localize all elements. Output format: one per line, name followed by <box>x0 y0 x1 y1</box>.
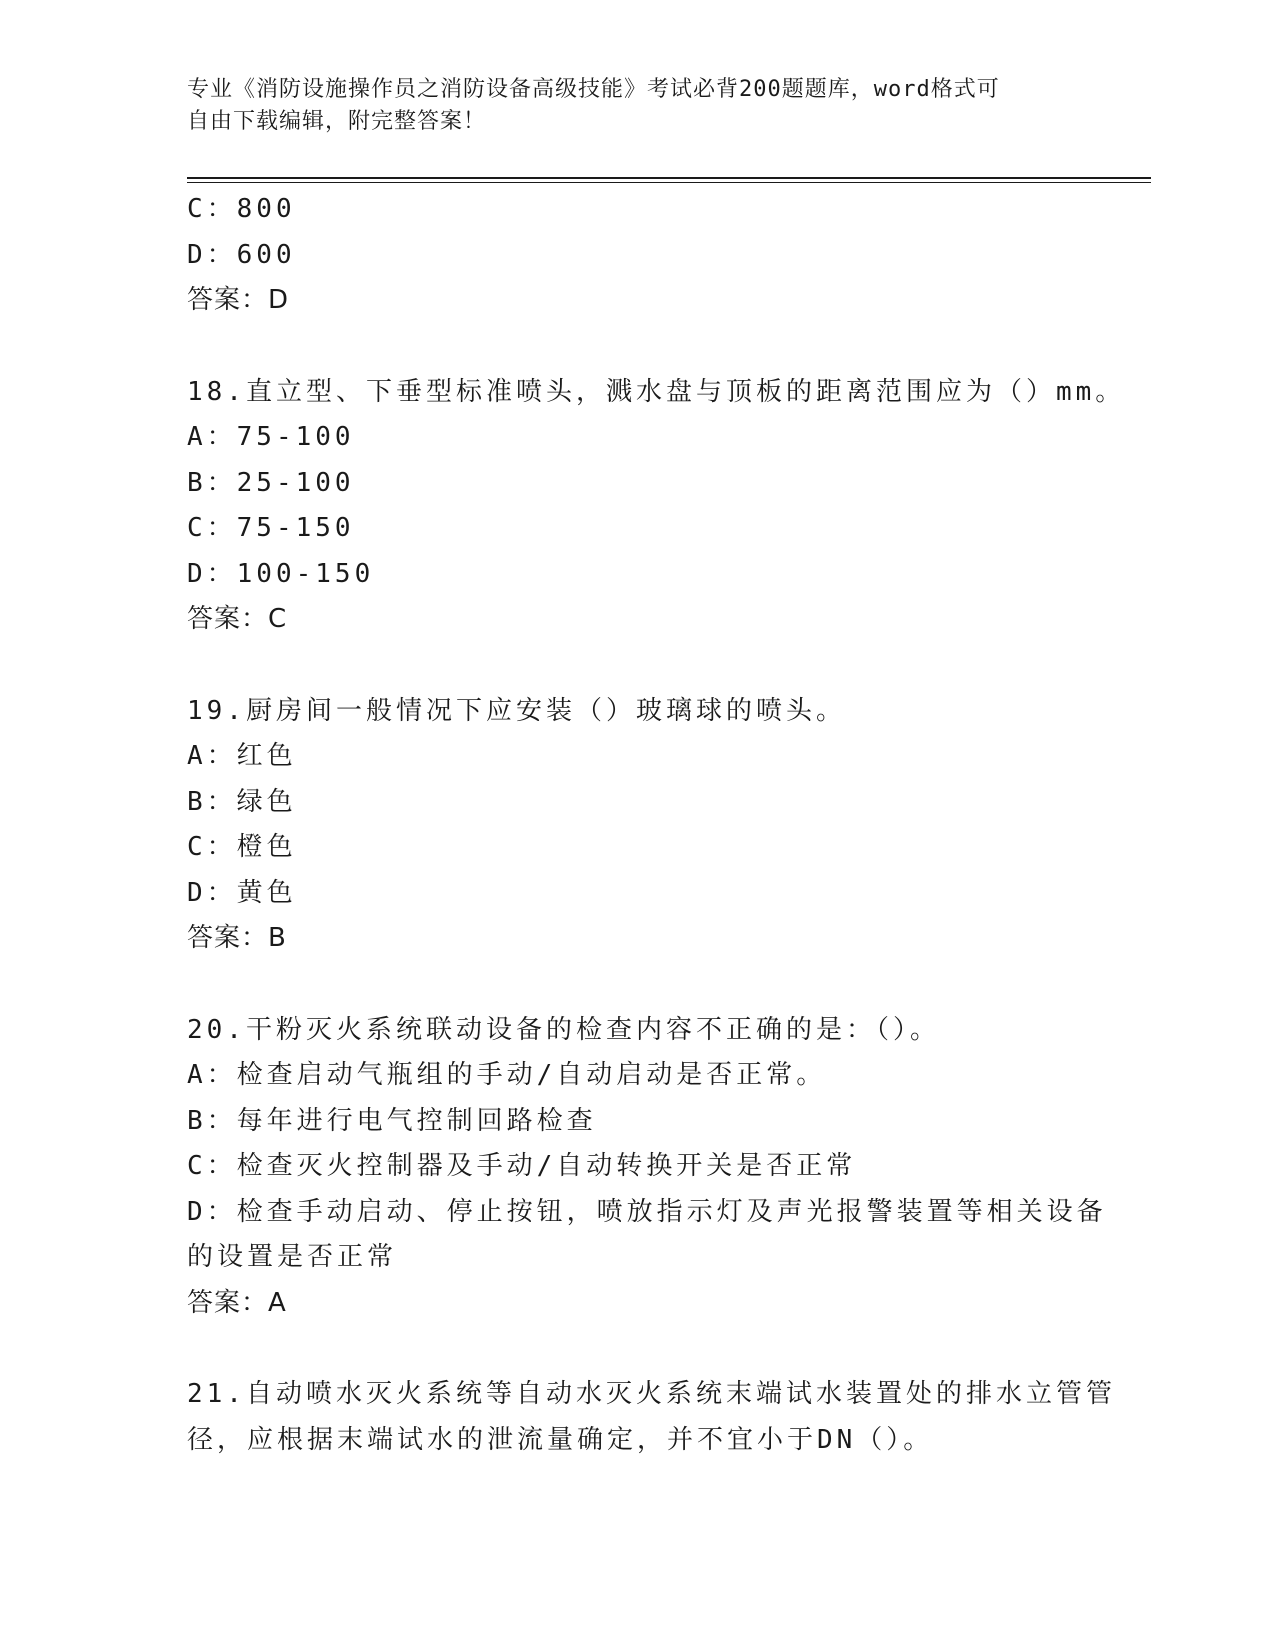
option-c: C：橙色 <box>187 832 297 862</box>
header-divider-thin <box>187 182 1151 183</box>
question-20 <box>187 1008 1107 1327</box>
option-a: A：红色 <box>187 741 297 771</box>
option-b: B：25-100 <box>187 467 355 498</box>
question-stem: 18.直立型、下垂型标准喷头，溅水盘与顶板的距离范围应为（）mm。 <box>187 376 1126 407</box>
option-a: A：检查启动气瓶组的手动/自动启动是否正常。 <box>187 1060 827 1090</box>
spacer <box>187 643 1087 689</box>
question-list <box>187 187 1126 1463</box>
option-d: D：100-150 <box>187 558 375 589</box>
header-line-2: 自由下载编辑，附完整答案！ <box>187 109 487 134</box>
document-header <box>187 74 1077 138</box>
spacer <box>187 324 1087 370</box>
question-stem-line-2: 径，应根据末端试水的泄流量确定，并不宜小于DN（）。 <box>187 1424 934 1455</box>
option-c: C：检查灭火控制器及手动/自动转换开关是否正常 <box>187 1151 857 1181</box>
header-line-1: 专业《消防设施操作员之消防设备高级技能》考试必背200题题库，word格式可 <box>187 77 1000 102</box>
answer-line: 答案：B <box>187 923 287 953</box>
header-divider-thick <box>187 177 1151 179</box>
option-b: B：每年进行电气控制回路检查 <box>187 1105 597 1136</box>
option-d-continued: 的设置是否正常 <box>187 1242 398 1272</box>
option-b: B：绿色 <box>187 786 297 817</box>
option-c: C：75-150 <box>187 513 355 543</box>
question-stem: 19.厨房间一般情况下应安装（）玻璃球的喷头。 <box>187 695 846 726</box>
option-d: D：600 <box>187 239 296 270</box>
spacer <box>187 962 1087 1008</box>
question-21 <box>187 1372 1116 1463</box>
question-17-continued <box>187 187 1087 324</box>
question-18 <box>187 370 1126 643</box>
question-19 <box>187 689 1087 962</box>
option-c: C：800 <box>187 194 296 224</box>
question-stem-line-1: 21.自动喷水灭火系统等自动水灭火系统末端试水装置处的排水立管管 <box>187 1379 1116 1409</box>
option-d: D：检查手动启动、停止按钮，喷放指示灯及声光报警装置等相关设备 <box>187 1196 1107 1227</box>
answer-line: 答案：A <box>187 1287 287 1318</box>
answer-line: 答案：D <box>187 285 290 315</box>
option-d: D：黄色 <box>187 877 297 908</box>
question-stem: 20.干粉灭火系统联动设备的检查内容不正确的是：（）。 <box>187 1014 940 1045</box>
option-a: A：75-100 <box>187 422 355 452</box>
answer-line: 答案：C <box>187 604 288 634</box>
spacer <box>187 1326 1087 1372</box>
